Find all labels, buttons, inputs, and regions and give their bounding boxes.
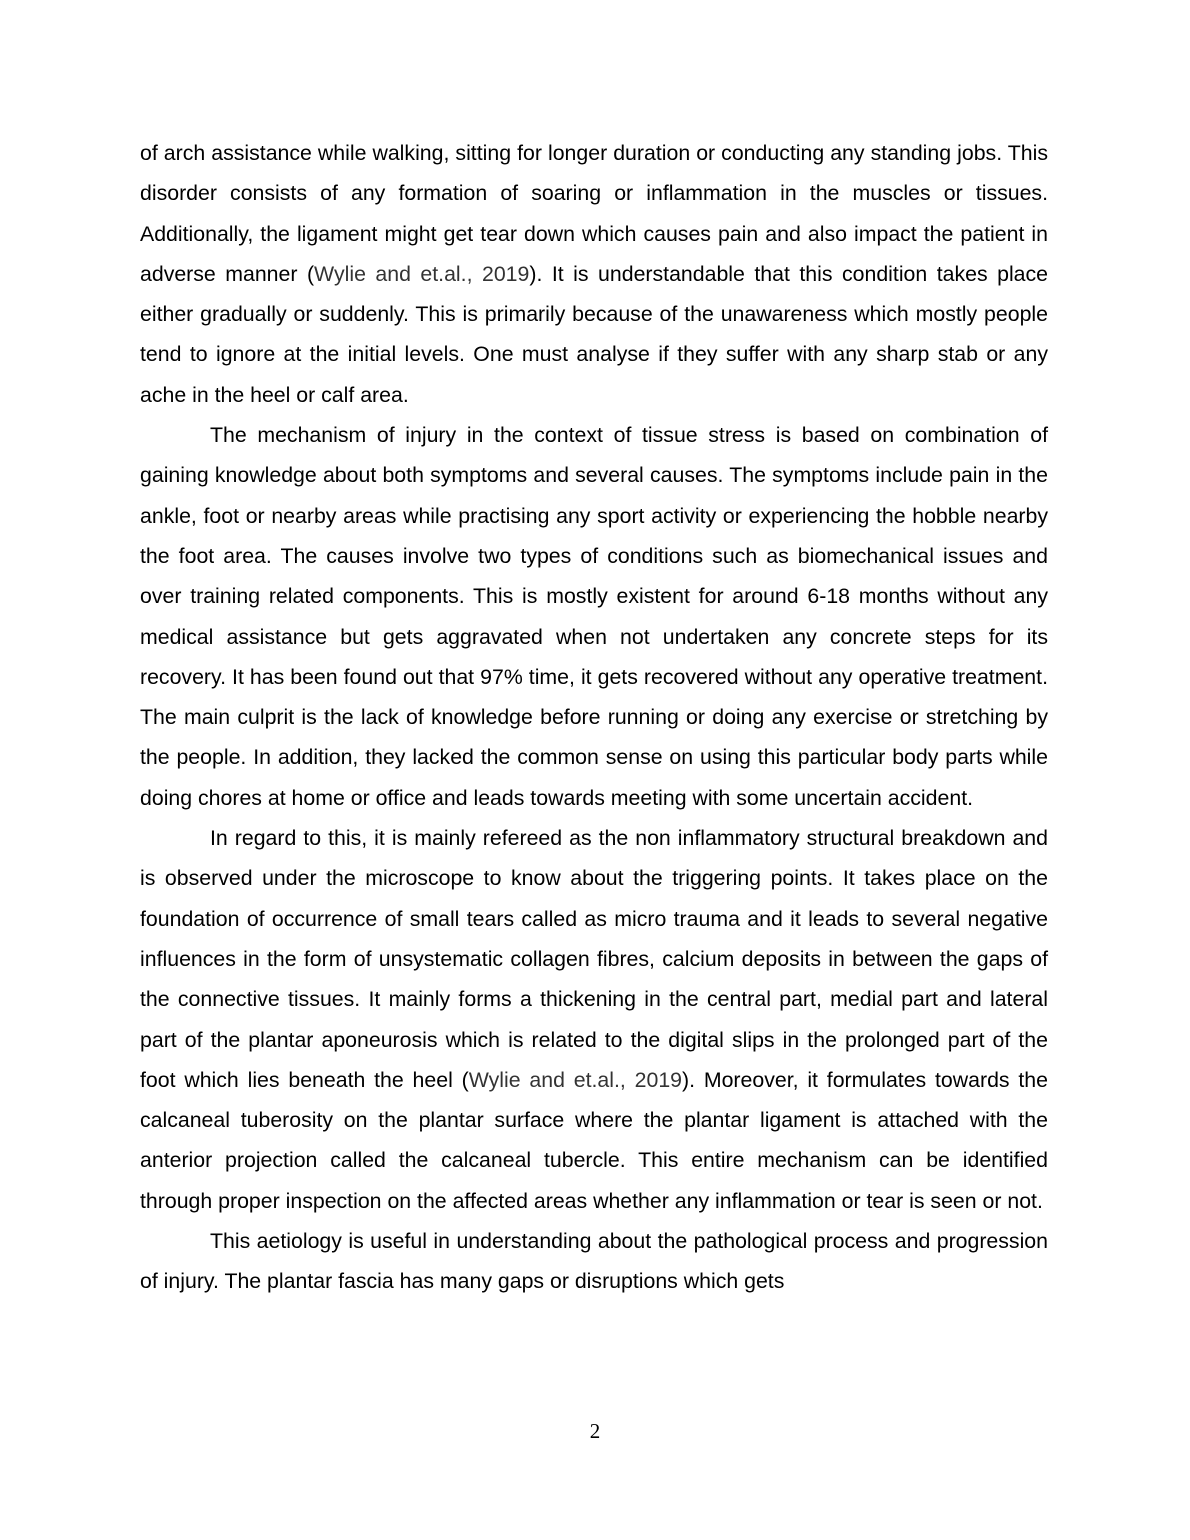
citation-wylie-2019: Wylie and et.al., 2019 (314, 261, 530, 286)
paragraph-2-text: The mechanism of injury in the context of tissue stress is based on combination of gaining knowledge about both symptoms and several causes. The symptoms include pain in the ankle, foot or nearby areas while practising any sport activity or experiencing the hobble nearby the foot area. The causes involve two types of conditions such as biomechanical issues and over training related components. This is mostly existent for around 6-18 months without any medical assistance but gets aggravated when not undertaken any concrete steps for its recovery. It has been found out that 97% time, it gets recovered without any operative treatment. The main culprit is the lack of knowledge before running or doing any exercise or stretching by the people. In addition, they lacked the common sense on using this particular body parts while doing chores at home or office and leads towards meeting with some uncertain accident. (140, 423, 1048, 810)
paragraph-4-text: This aetiology is useful in understanding about the pathological process and progression of injury. The plantar fascia has many gaps or disruptions which gets (140, 1229, 1048, 1294)
page-number: 2 (589, 1419, 601, 1443)
paragraph-1-text-a: of arch assistance while walking, sitting for longer duration or conducting any standing jobs. This disorder consists of any formation of soaring or inflammation in the muscles or tissues. Additionally, the ligament might get tear down which causes pain and also impact the patient in adverse manner ( (140, 141, 1048, 286)
paragraph-1 (140, 133, 1048, 415)
paragraph-3-text-b: ). Moreover, it formulates towards the calcaneal tuberosity on the plantar surface where the plantar ligament is attached with the anterior projection called the calcaneal tubercle. This entire mechanism can be identified through proper inspection on the affected areas whether any inflammation or tear is seen or not. (140, 1067, 1048, 1213)
paragraph-1-text-b: ). It is understandable that this condition takes place either gradually or suddenly. This is primarily because of the unawareness which mostly people tend to ignore at the initial levels. One must analyse if they suffer with any sharp stab or any ache in the heel or calf area. (140, 261, 1049, 407)
citation-wylie-2019: Wylie and et.al., 2019 (468, 1067, 683, 1092)
paragraph-3 (140, 818, 1048, 1221)
paragraph-2 (140, 415, 1048, 818)
paragraph-4 (140, 1221, 1048, 1302)
body-text (140, 133, 1048, 1302)
paragraph-3-text-a: In regard to this, it is mainly refereed as the non inflammatory structural breakdown and is observed under the microscope to know about the triggering points. It takes place on the foundation of occurrence of small tears called as micro trauma and it leads to several negative influences in the form of unsystematic collagen fibres, calcium deposits in between the gaps of the connective tissues. It mainly forms a thickening in the central part, medial part and lateral part of the plantar aponeurosis which is related to the digital slips in the prolonged part of the foot which lies beneath the heel ( (140, 826, 1048, 1092)
